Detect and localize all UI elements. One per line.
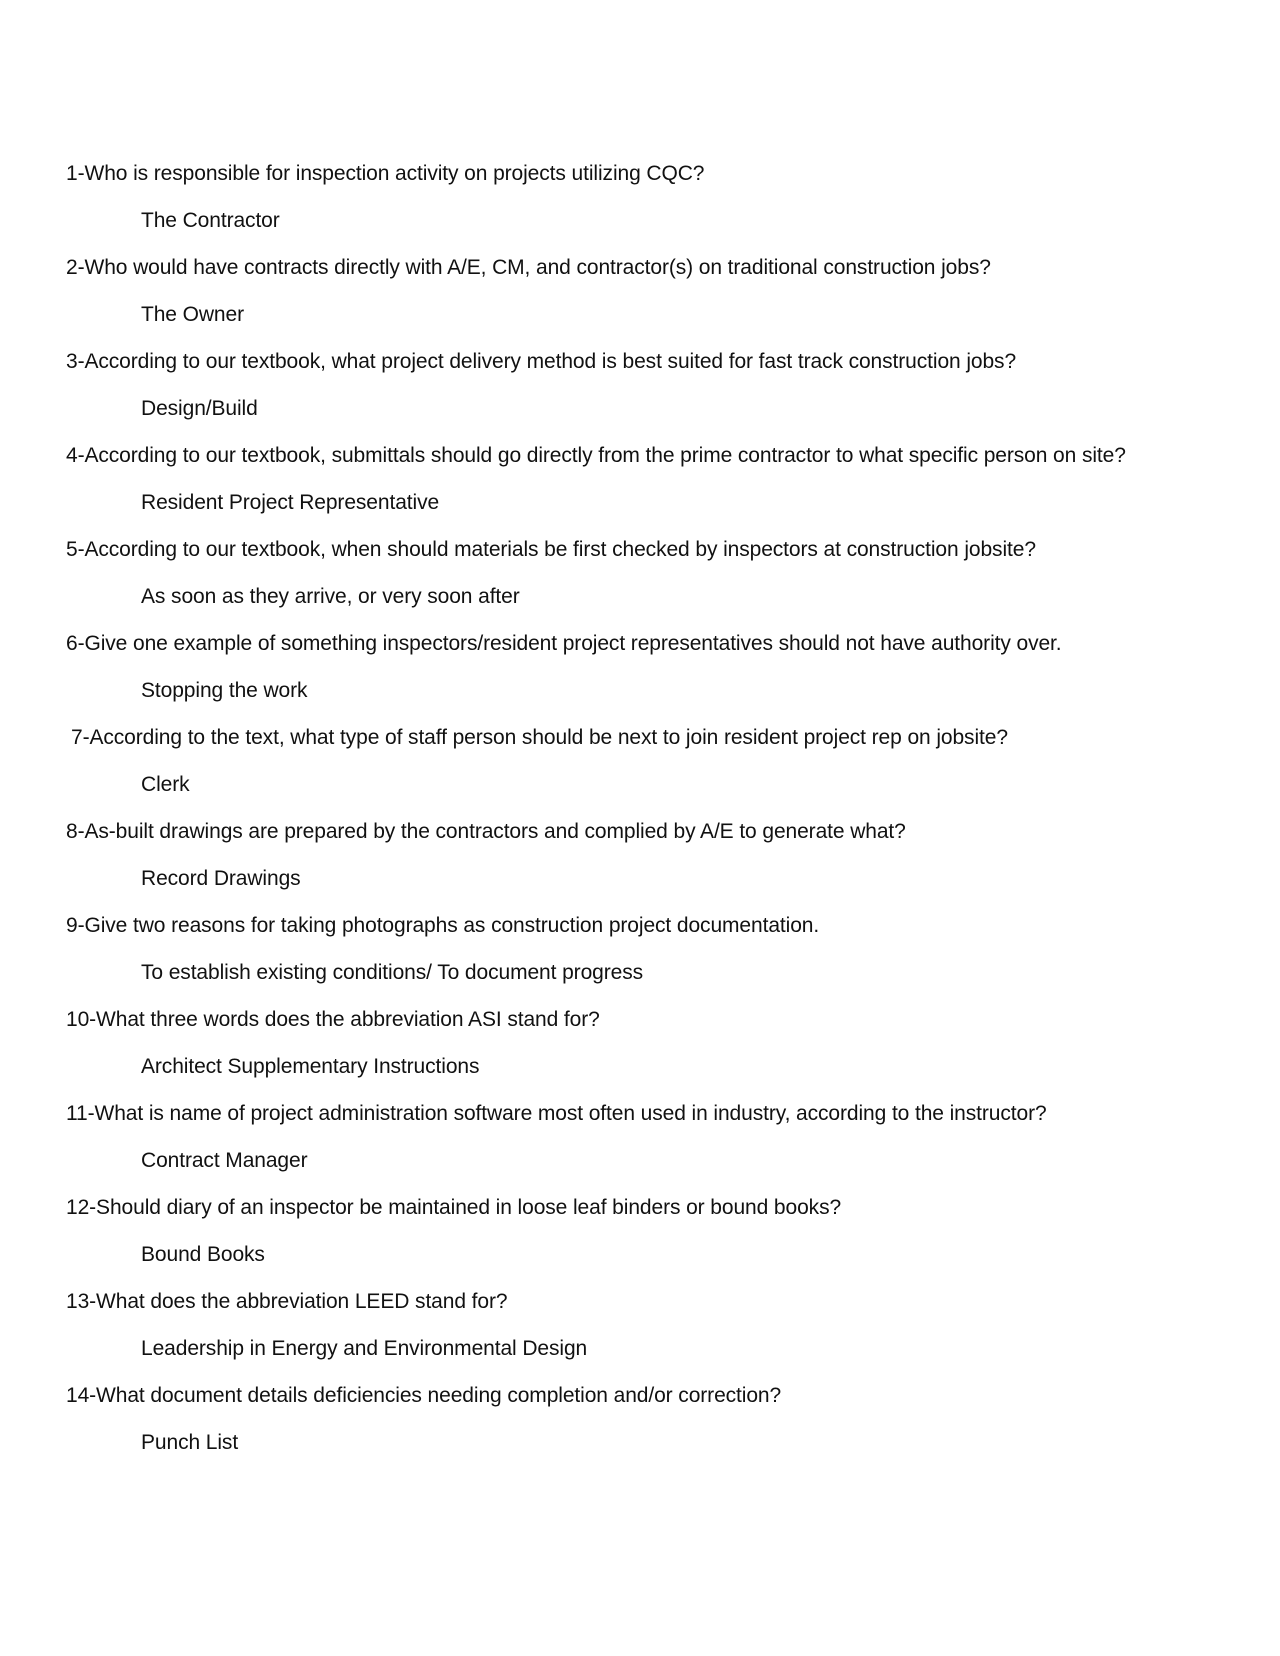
answer-13: Leadership in Energy and Environmental Design — [141, 1337, 588, 1360]
answer-10: Architect Supplementary Instructions — [141, 1055, 480, 1078]
qa-item-6 — [66, 620, 1246, 714]
question-13: 13-What does the abbreviation LEED stand for? — [66, 1290, 508, 1313]
qa-item-14 — [66, 1372, 1246, 1466]
question-12: 12-Should diary of an inspector be maintained in loose leaf binders or bound books? — [66, 1196, 842, 1219]
answer-1: The Contractor — [141, 209, 280, 232]
question-5: 5-According to our textbook, when should materials be first checked by inspectors at construction jobsite? — [66, 538, 1036, 561]
question-1: 1-Who is responsible for inspection activity on projects utilizing CQC? — [66, 162, 705, 185]
question-11: 11-What is name of project administration software most often used in industry, according to the instructor? — [66, 1102, 1047, 1125]
qa-item-10 — [66, 996, 1246, 1090]
question-14: 14-What document details deficiencies needing completion and/or correction? — [66, 1384, 782, 1407]
qa-item-8 — [66, 808, 1246, 902]
question-7: 7-According to the text, what type of staff person should be next to join resident project rep on jobsite? — [71, 726, 1008, 749]
qa-item-1 — [66, 150, 1246, 244]
answer-14: Punch List — [141, 1431, 239, 1454]
answer-2: The Owner — [141, 303, 244, 326]
qa-item-7 — [66, 714, 1246, 808]
question-8: 8-As-built drawings are prepared by the contractors and complied by A/E to generate what? — [66, 820, 906, 843]
answer-5: As soon as they arrive, or very soon after — [141, 585, 520, 608]
question-4: 4-According to our textbook, submittals should go directly from the prime contractor to what specific person on site? — [66, 444, 1126, 467]
qa-item-12 — [66, 1184, 1246, 1278]
qa-item-11 — [66, 1090, 1246, 1184]
answer-9: To establish existing conditions/ To document progress — [141, 961, 643, 984]
qa-item-9 — [66, 902, 1246, 996]
qa-item-4 — [66, 432, 1246, 526]
answer-8: Record Drawings — [141, 867, 301, 890]
answer-7: Clerk — [141, 773, 190, 796]
answer-6: Stopping the work — [141, 679, 308, 702]
answer-11: Contract Manager — [141, 1149, 308, 1172]
qa-item-3 — [66, 338, 1246, 432]
question-2: 2-Who would have contracts directly with A/E, CM, and contractor(s) on traditional construction jobs? — [66, 256, 991, 279]
answer-12: Bound Books — [141, 1243, 265, 1266]
qa-item-5 — [66, 526, 1246, 620]
question-6: 6-Give one example of something inspectors/resident project representatives should not have authority over. — [66, 632, 1062, 655]
question-3: 3-According to our textbook, what project delivery method is best suited for fast track construction jobs? — [66, 350, 1017, 373]
qa-item-13 — [66, 1278, 1246, 1372]
qa-item-2 — [66, 244, 1246, 338]
question-answer-list — [66, 150, 1246, 1466]
question-9: 9-Give two reasons for taking photographs as construction project documentation. — [66, 914, 820, 937]
answer-3: Design/Build — [141, 397, 258, 420]
question-10: 10-What three words does the abbreviation ASI stand for? — [66, 1008, 600, 1031]
answer-4: Resident Project Representative — [141, 491, 440, 514]
